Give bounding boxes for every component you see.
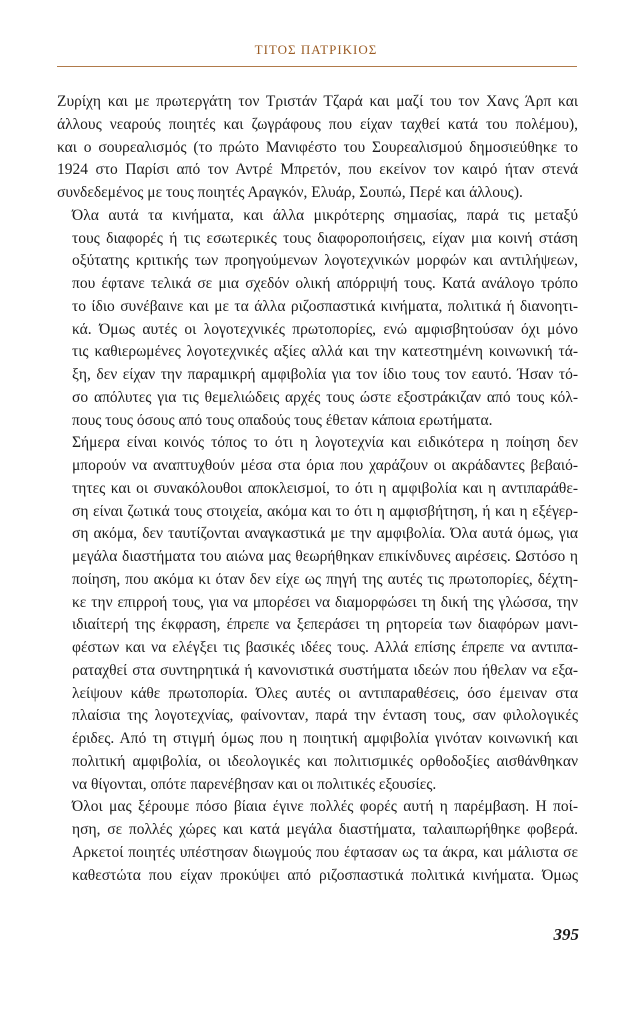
text-line: συνδεδεμένος με τους ποιητές Αραγκόν, Ελυάρ, Σουπώ, Περέ και άλλους). [57, 184, 523, 201]
text-line: ση είναι ζωτικά τους στοιχεία, ακόμα και το ότι η αμφισβήτηση, ή και η εξέγερ- [72, 502, 578, 520]
text-line: Σήμερα είναι κοινός τόπος το ότι η λογοτεχνία και ειδικότερα η ποίηση δεν [72, 434, 578, 452]
text-line: άλλους νεαρούς ποιητές και ζωγράφους που είχαν ταχθεί κατά του πολέμου), [57, 115, 578, 133]
text-line: τις καθιερωμένες λογοτεχνικές αξίες αλλά και την κατεστημένη κοινωνική τά- [72, 343, 578, 361]
text-line: ξη, δεν είχαν την παραμικρή αμφιβολία για τον ίδιο τους τον εαυτό. Ήσαν τό- [72, 366, 578, 383]
header-rule [57, 66, 577, 67]
text-line: ιδιαίτερή της έκφραση, έπρεπε να ξεπεράσει τη ρητορεία των διαφόρων μανι- [72, 616, 578, 634]
text-line: το ίδιο συνέβαινε και με τα άλλα ριζοσπαστικά κινήματα, πολιτικά ή διανοητι- [72, 297, 578, 315]
text-line: λείψουν κάθε πρωτοπορία. Όλες αυτές οι αντιπαραθέσεις, όσο έμειναν στα [72, 684, 578, 702]
running-header: ΤΙΤΟΣ ΠΑΤΡΙΚΙΟΣ [254, 42, 378, 57]
text-line: μεγάλα διαστήματα του αιώνα μας θεωρήθηκαν επικίνδυνες αιρέσεις. Ωστόσο η [72, 548, 578, 565]
text-line: τητες και οι συνακόλουθοι αποκλεισμοί, το ότι η αμφιβολία και η αντιπαράθε- [72, 479, 578, 497]
text-line: να θίγονται, οπότε παρενέβησαν και οι πολιτικές εξουσίες. [72, 775, 437, 793]
text-line: Όλα αυτά τα κινήματα, και άλλα μικρότερης σημασίας, παρά τις μεταξύ [72, 206, 578, 224]
text-line: Όλοι μας ξέρουμε πόσο βίαια έγινε πολλές φορές αυτή η παρέμβαση. Η ποί- [72, 798, 578, 816]
page-number: 395 [553, 925, 579, 944]
text-line: ση ακόμα, δεν ταυτίζονται αναγκαστικά με την αμφιβολία. Όλα αυτά όμως, για [72, 525, 578, 543]
text-line: τους διαφορές ή τις εσωτερικές τους διαφοροποιήσεις, είχαν μια κοινή στάση [72, 229, 578, 247]
paragraph [57, 796, 578, 887]
paragraph [57, 205, 578, 433]
text-line: σο απόλυτες για τις θεμελιώδεις αρχές τους ώστε εξοστράκιζαν από τους κόλ- [72, 388, 578, 406]
text-line: που έφτανε τελικά σε μια σχεδόν ολική απόρριψή τους. Κατά ανάλογο τρόπο [72, 275, 578, 292]
text-line: και ο σουρεαλισμός (το πρώτο Μανιφέστο του Σουρεαλισμού δημοσιεύθηκε το [57, 138, 578, 156]
text-line: ραταχθεί στα συντηρητικά ή κανονιστικά συστήματα ιδεών που ήθελαν να εξα- [72, 661, 578, 679]
text-line: έριδες. Από τη στιγμή όμως που η ποιητική αμφιβολία γινόταν κοινωνική και [72, 730, 578, 747]
text-line: ποίηση, που ακόμα κι όταν δεν είχε ως πηγή της αυτές τις πρωτοπορίες, δέχτη- [72, 570, 578, 588]
text-line: μπορούν να αναπτυχθούν μέσα στα όρια που χαράζουν οι ακράδαντες βεβαιό- [72, 457, 578, 474]
text-line: πολιτική αμφιβολία, οι ιδεολογικές και πολιτισμικές ορθοδοξίες αισθάνθηκαν [72, 752, 578, 770]
text-line: οξύτατης κριτικής των προηγούμενων λογοτεχνικών μορφών και αντιλήψεων, [72, 252, 578, 270]
text-line: 1924 στο Παρίσι από τον Αντρέ Μπρετόν, που εκείνον τον καιρό ήταν στενά [57, 161, 578, 179]
text-line: φέστων και να ελέγξει τις βασικές ιδέες τους. Αλλά επίσης έπρεπε να αντιπα- [72, 639, 578, 656]
paragraph [57, 91, 578, 205]
text-line: πλαίσια της λογοτεχνίας, φαίνονταν, παρά την ένταση τους, σαν φιλολογικές [72, 707, 578, 725]
text-line: κε την επιρροή τους, για να μπορέσει να διαμορφώσει τη δική της γλώσσα, την [72, 593, 578, 611]
text-line: κά. Όμως αυτές οι λογοτεχνικές πρωτοπορίες, ενώ αμφισβητούσαν όχι μόνο [72, 320, 578, 338]
text-line: ηση, σε πολλές χώρες και κατά μεγάλα διαστήματα, ταλαιπωρήθηκε φοβερά. [72, 821, 578, 838]
text-line: πους τους όσους από τους οπαδούς τους έθεταν κάποια ερωτήματα. [72, 411, 493, 429]
text-line: Αρκετοί ποιητές υπέστησαν διωγμούς που έφτασαν ως τα άκρα, και μάλιστα σε [72, 843, 578, 861]
text-line: καθεστώτα που είχαν προκύψει από ριζοσπαστικά πολιτικά κινήματα. Όμως [72, 866, 578, 884]
paragraph [57, 432, 578, 796]
body-text [57, 91, 578, 887]
text-line: Ζυρίχη και με πρωτεργάτη τον Τριστάν Τζαρά και μαζί του τον Χανς Άρπ και [57, 93, 578, 110]
